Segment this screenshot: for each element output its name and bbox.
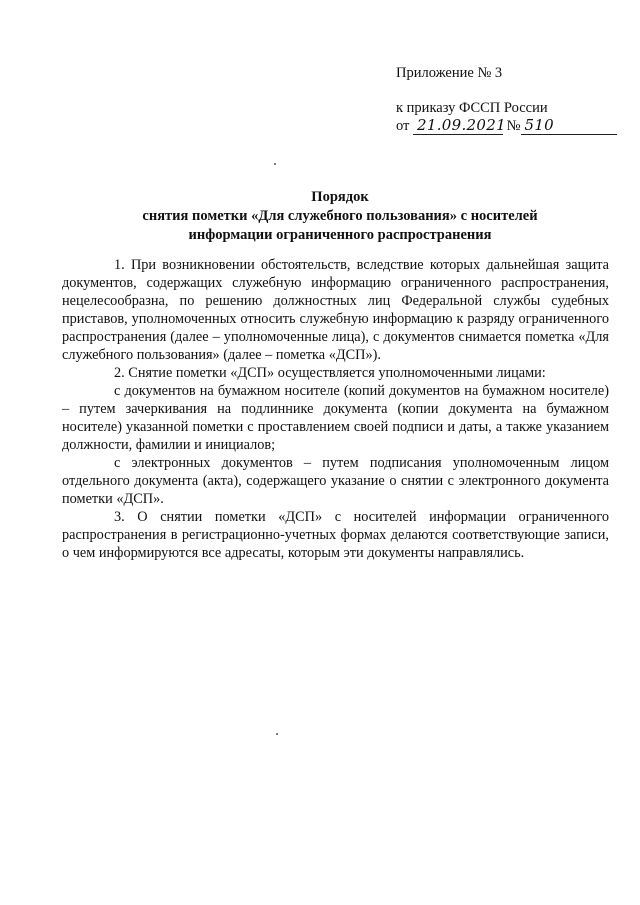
appendix-date-line [396,117,617,135]
number-prefix: № [506,118,521,134]
appendix-order-reference: к приказу ФССП России [396,100,548,116]
paragraph-2-item-paper: с документов на бумажном носителе (копий документов на бумажном носителе) – путем зачеркивания на подлиннике документа (копии документа на бумажном носителе) указанной пометки с проставлением своей подписи и даты, а также указанием должности, фамилии и инициалов; [62,383,609,453]
order-number-handwritten: 510 [524,116,555,134]
date-prefix: от [396,118,410,134]
paragraph-3: 3. О снятии пометки «ДСП» с носителей информации ограниченного распространения в регистрационно-учетных формах делаются соответствующие записи, о чем информируются все адресаты, которым эти документы направлялись. [62,509,609,561]
heading-line-2: снятия пометки «Для служебного пользования» с носителей [142,208,538,224]
document-body [62,256,609,562]
order-date-handwritten: 21.09.2021 [417,116,506,134]
paragraph-2-item-electronic: с электронных документов – путем подписания уполномоченным лицом отдельного документа (акта), содержащего указание о снятии с электронного документа пометки «ДСП». [62,455,609,507]
paragraph-1: 1. При возникновении обстоятельств, вследствие которых дальнейшая защита документов, содержащих служебную информацию ограниченного распространения, нецелесообразна, по решению должностных лиц Федеральной службы судебных приставов, уполномоченных относить служебную информацию к разряду ограниченного распространения (далее – уполномоченные лица), с документов снимается пометка «Для служебного пользования» (далее – пометка «ДСП»). [62,257,609,363]
scan-speck [276,733,278,735]
paragraph-2: 2. Снятие пометки «ДСП» осуществляется уполномоченными лицами: [114,365,546,381]
order-number-field [521,117,617,135]
scan-speck [274,163,276,165]
order-date-field [413,116,506,135]
appendix-title: Приложение № 3 [396,65,503,81]
heading-line-3: информации ограниченного распространения [188,227,492,243]
heading-line-1: Порядок [311,189,369,205]
